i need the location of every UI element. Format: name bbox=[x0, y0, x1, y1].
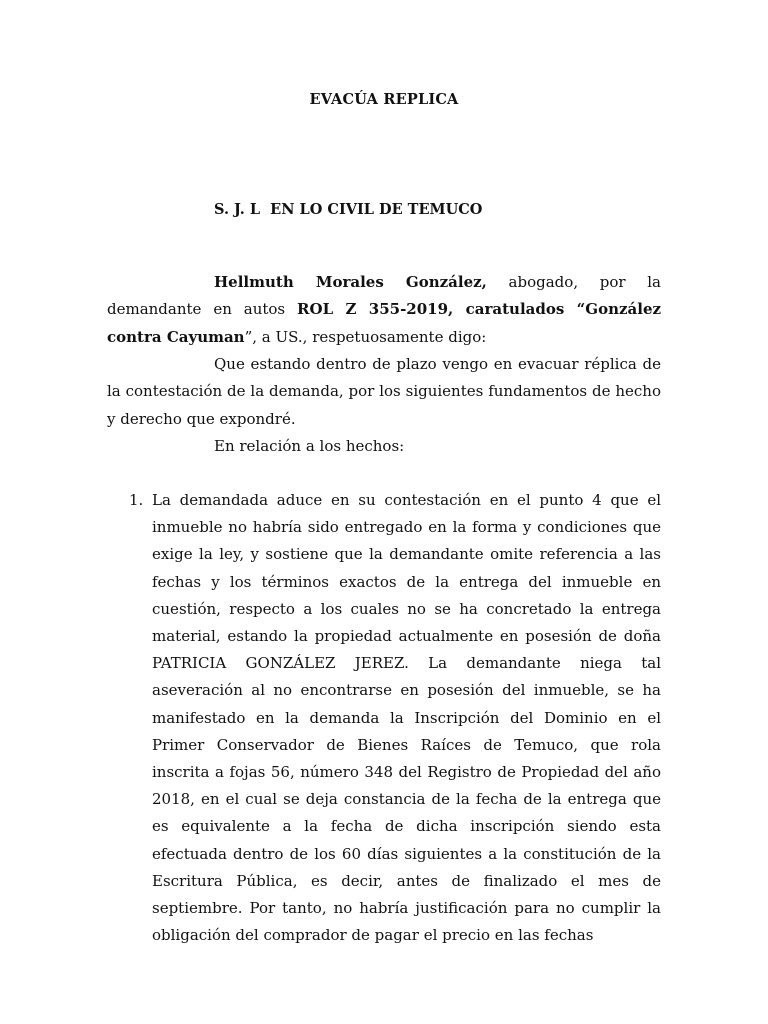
list-item-text: La demandada aduce en su contestación en el punto 4 que el inmueble no habría sido entregado en la forma y condiciones que exige la ley, y sostiene que la demandante omite referencia a las fechas y los términos exactos de la entrega del inmueble en cuestión, respecto a los cuales no se ha concretado la entrega material, estando la propiedad actualmente en posesión de doña PATRICIA GONZÁLEZ JEREZ. La demandante niega tal aseveración al no encontrarse en posesión del inmueble, se ha manifestado en la demanda la Inscripción del Dominio en el Primer Conservador de Bienes Raíces de Temuco, que rola inscrita a fojas 56, número 348 del Registro de Propiedad del año 2018, en el cual se deja constancia de la fecha de la entrega que es equivalente a la fecha de dicha inscripción siendo esta efectuada dentro de los 60 días siguientes a la constitución de la Escritura Pública, es decir, antes de finalizado el mes de septiembre. Por tanto, no habría justificación para no cumplir la obligación del comprador de pagar el precio en las fechas bbox=[152, 491, 661, 945]
intro-paragraph bbox=[107, 269, 661, 351]
intro-text-2: ”, a US., respetuosamente digo: bbox=[244, 327, 487, 346]
case-rol: ROL Z 355-2019, caratulados “González contra Cayuman bbox=[107, 300, 662, 346]
reply-paragraph: Que estando dentro de plazo vengo en evacuar réplica de la contestación de la demanda, por los siguientes fundamentos de hecho y derecho que expondré. bbox=[107, 355, 661, 428]
facts-list bbox=[107, 487, 661, 949]
document-title: EVACÚA REPLICA bbox=[309, 91, 459, 108]
list-item-number: 1. bbox=[129, 491, 144, 509]
facts-heading: En relación a los hechos: bbox=[214, 437, 405, 455]
list-item bbox=[107, 487, 661, 949]
addressee: S. J. L EN LO CIVIL DE TEMUCO bbox=[214, 201, 483, 218]
intro-text-1: abogado, por la demandante en autos bbox=[107, 273, 662, 319]
lawyer-name: Hellmuth Morales González, bbox=[214, 273, 487, 291]
